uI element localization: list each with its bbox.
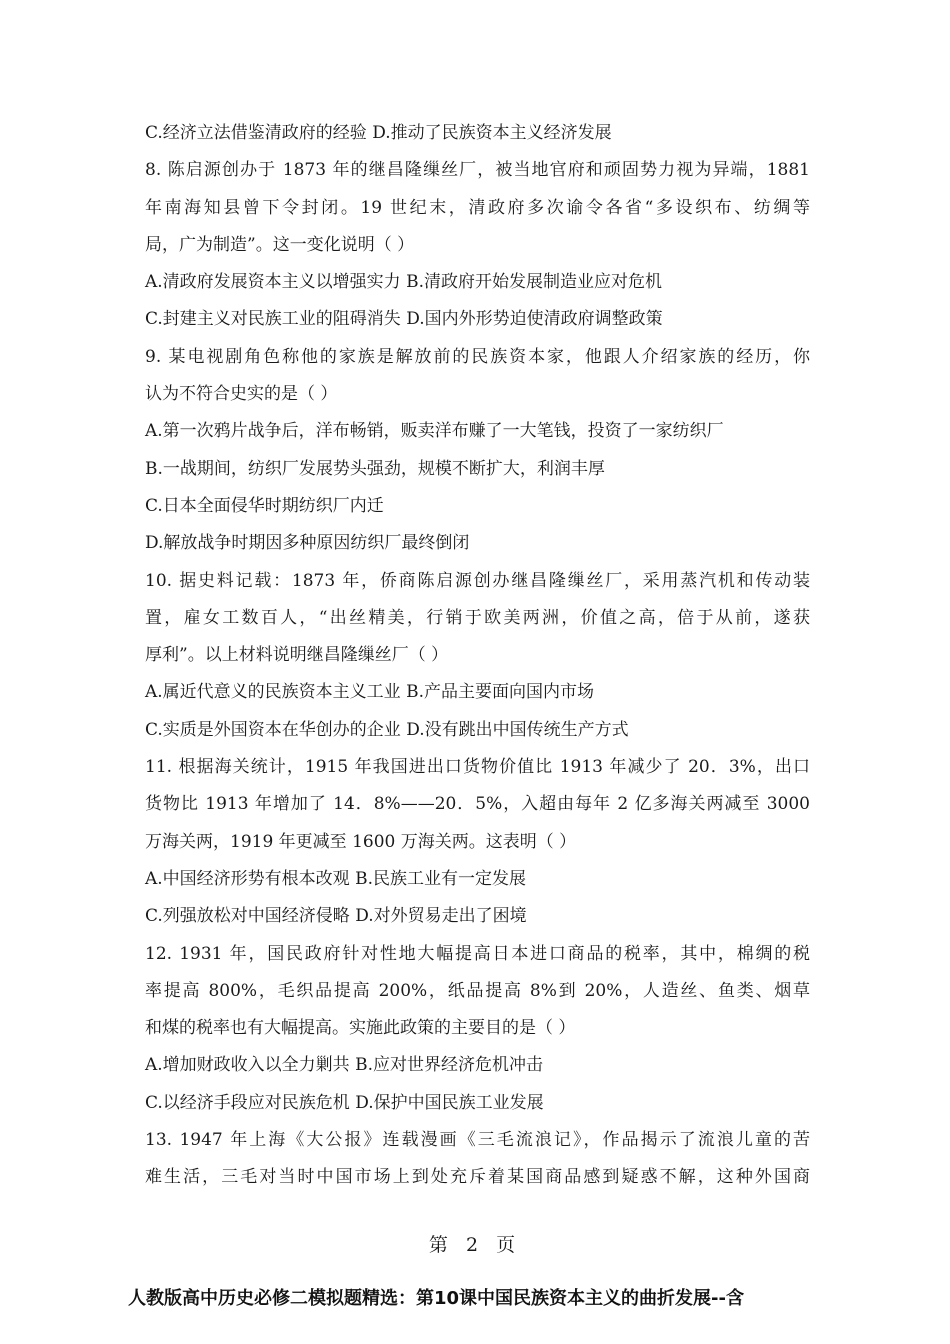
text-line: 率提高 800%，毛织品提高 200%，纸品提高 8%到 20%，人造丝、鱼类、烟草	[145, 980, 810, 1001]
text-line: C.实质是外国资本在华创办的企业 D.没有跳出中国传统生产方式	[145, 719, 629, 740]
document-body	[145, 115, 810, 1197]
text-line: 年南海知县曾下令封闭。19 世纪末，清政府多次谕令各省“多设织布、纺绸等	[145, 197, 810, 218]
text-line: 10. 据史料记载：1873 年，侨商陈启源创办继昌隆缫丝厂，采用蒸汽机和传动装	[145, 570, 810, 591]
text-line: D.解放战争时期因多种原因纺织厂最终倒闭	[145, 533, 470, 554]
text-line: 13. 1947 年上海《大公报》连载漫画《三毛流浪记》，作品揭示了流浪儿童的苦	[145, 1130, 810, 1151]
text-line: 9. 某电视剧角色称他的家族是解放前的民族资本家，他跟人介绍家族的经历，你	[145, 346, 810, 367]
text-line: A.清政府发展资本主义以增强实力 B.清政府开始发展制造业应对危机	[145, 272, 662, 293]
text-line: 11. 根据海关统计，1915 年我国进出口货物价值比 1913 年减少了 20．3%，出口	[145, 757, 810, 778]
text-line: C.经济立法借鉴清政府的经验 D.推动了民族资本主义经济发展	[145, 123, 612, 143]
text-line: A.第一次鸦片战争后，洋布畅销，贩卖洋布赚了一大笔钱，投资了一家纺织厂	[145, 421, 724, 442]
text-line: A.属近代意义的民族资本主义工业 B.产品主要面向国内市场	[145, 682, 594, 703]
text-line: C.封建主义对民族工业的阻碍消失 D.国内外形势迫使清政府调整政策	[145, 309, 663, 330]
text-line: 12. 1931 年，国民政府针对性地大幅提高日本进口商品的税率，其中，棉绸的税	[145, 943, 810, 964]
text-line: 认为不符合史实的是（ ）	[145, 384, 338, 405]
text-line: A.中国经济形势有根本改观 B.民族工业有一定发展	[145, 868, 526, 889]
text-line: C.日本全面侵华时期纺织厂内迁	[145, 495, 384, 516]
text-line: 万海关两，1919 年更减至 1600 万海关两。这表明（ ）	[145, 831, 577, 852]
text-line: C.以经济手段应对民族危机 D.保护中国民族工业发展	[145, 1092, 544, 1113]
page-number: 第 2 页	[428, 1234, 522, 1256]
text-line: B.一战期间，纺织厂发展势头强劲，规模不断扩大，利润丰厚	[145, 458, 605, 479]
text-line: 和煤的税率也有大幅提高。实施此政策的主要目的是（ ）	[145, 1018, 576, 1039]
text-line: 局，广为制造”。这一变化说明（ ）	[145, 234, 415, 255]
text-line: 难生活，三毛对当时中国市场上到处充斥着某国商品感到疑惑不解，这种外国商	[145, 1167, 810, 1188]
text-line: A.增加财政收入以全力剿共 B.应对世界经济危机冲击	[145, 1055, 543, 1076]
text-line: C.列强放松对中国经济侵略 D.对外贸易走出了困境	[145, 906, 527, 927]
text-line: 货物比 1913 年增加了 14．8%——20．5%，入超由每年 2 亿多海关两减至 3000	[145, 794, 810, 815]
text-line: 置，雇女工数百人，“出丝精美，行销于欧美两洲，价值之高，倍于从前，遂获	[145, 607, 810, 628]
text-line: 8. 陈启源创办于 1873 年的继昌隆缫丝厂，被当地官府和顽固势力视为异端，1881	[145, 160, 810, 181]
text-line: 厚利”。以上材料说明继昌隆缫丝厂（ ）	[145, 645, 449, 666]
footer-title-banner: 人教版高中历史必修二模拟题精选：第10课中国民族资本主义的曲折发展--含	[128, 1288, 744, 1309]
